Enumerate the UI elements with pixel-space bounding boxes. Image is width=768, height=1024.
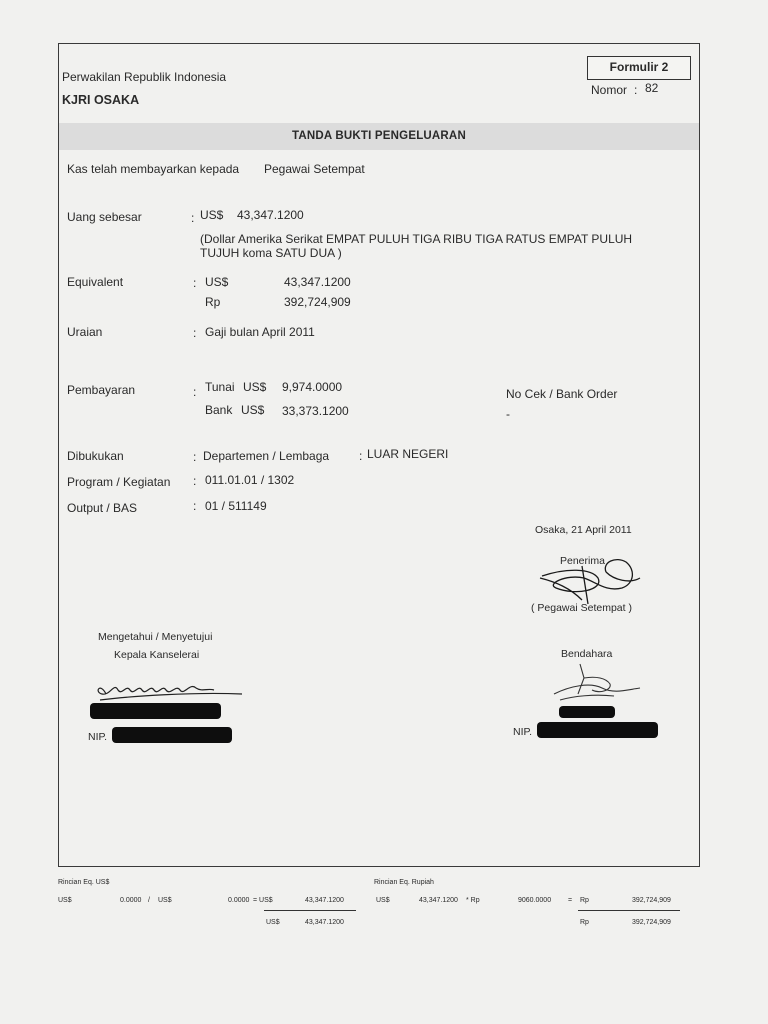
payment-bank-value: 33,373.1200 [282,404,349,418]
description-separator: : [193,326,197,340]
form-label: Formulir 2 [587,56,691,80]
treasurer-nip-label: NIP. [513,726,533,738]
cheque-value: - [506,407,510,421]
footer-idr-rate: 9060.0000 [518,897,552,904]
program-value: 011.01.01 / 1302 [205,473,295,487]
department-separator: : [359,449,363,463]
equivalent-idr-currency: Rp [205,295,221,309]
treasurer-nip-redaction [537,722,658,738]
payment-label: Pembayaran [67,383,136,397]
recipient-signature [536,548,651,608]
approver-nip-label: NIP. [88,731,108,743]
equivalent-label: Equivalent [67,275,124,289]
amount-value: 43,347.1200 [237,208,304,222]
signing-date: Osaka, 21 April 2011 [535,524,632,536]
approver-name-redaction [90,703,221,719]
footer-idr-sum-rule [578,910,680,911]
footer-idr-operator-2: = [568,897,573,904]
department-label: Departemen / Lembaga [203,449,330,463]
footer-idr-title: Rincian Eq. Rupiah [374,879,434,886]
booking-label: Dibukukan [67,449,124,463]
footer-usd-value-1: 0.0000 [120,897,142,904]
office-name: KJRI OSAKA [62,93,140,107]
department-value: LUAR NEGERI [367,447,449,461]
equivalent-separator: : [193,276,197,290]
footer-usd-total: 43,347.1200 [305,919,344,926]
recipient-role: Penerima [560,555,605,567]
cheque-label: No Cek / Bank Order [506,387,618,401]
footer-idr-result: 392,724,909 [632,897,671,904]
amount-separator: : [191,211,195,225]
amount-words-line2: TUJUH koma SATU DUA ) [200,246,342,260]
treasurer-name-redaction [559,706,615,718]
payment-cash-label: Tunai [205,380,235,394]
approval-line1: Mengetahui / Menyetujui [98,631,213,643]
amount-label: Uang sebesar [67,210,142,224]
approver-nip-redaction [112,727,232,743]
payment-separator: : [193,385,197,399]
footer-idr-total-currency: Rp [580,919,589,926]
footer-idr-total: 392,724,909 [632,919,671,926]
amount-words-line1: (Dollar Amerika Serikat EMPAT PULUH TIGA RIBU TIGA RATUS EMPAT PULUH [200,232,633,246]
recipient-name: ( Pegawai Setempat ) [531,602,632,614]
number-label: Nomor [591,83,628,97]
program-label: Program / Kegiatan [67,475,171,489]
paid-to-label: Kas telah membayarkan kepada [67,162,240,176]
footer-idr-value-1: 43,347.1200 [419,897,458,904]
treasurer-role: Bendahara [561,648,613,660]
footer-usd-total-currency: US$ [266,919,280,926]
payment-bank-currency: US$ [241,403,265,417]
footer-usd-currency-1: US$ [58,897,72,904]
program-separator: : [193,474,197,488]
paid-to-value: Pegawai Setempat [264,162,365,176]
description-value: Gaji bulan April 2011 [205,325,315,339]
output-label: Output / BAS [67,501,138,515]
equivalent-usd-currency: US$ [205,275,229,289]
footer-idr-currency-1: US$ [376,897,390,904]
output-separator: : [193,499,197,513]
footer-usd-operator-2: = US$ [253,897,273,904]
footer-usd-title: Rincian Eq. US$ [58,879,110,886]
number-value: 82 [645,81,659,95]
footer-usd-currency-2: US$ [158,897,172,904]
footer-idr-currency-2: Rp [580,897,589,904]
footer-usd-sum-rule [264,910,356,911]
office-line: Perwakilan Republik Indonesia [62,70,227,84]
amount-currency: US$ [200,208,224,222]
footer-usd-operator-1: / [148,897,150,904]
footer-usd-result: 43,347.1200 [305,897,344,904]
payment-cash-currency: US$ [243,380,267,394]
footer-idr-operator-1: * Rp [466,897,480,904]
description-label: Uraian [67,325,103,339]
footer-usd-value-2: 0.0000 [228,897,250,904]
equivalent-usd-value: 43,347.1200 [284,275,351,289]
document-title: TANDA BUKTI PENGELUARAN [292,130,466,142]
booking-separator: : [193,450,197,464]
equivalent-idr-value: 392,724,909 [284,295,351,309]
payment-bank-label: Bank [205,403,233,417]
approval-line2: Kepala Kanselerai [114,649,200,661]
treasurer-signature [540,660,650,710]
number-separator: : [634,83,638,97]
output-value: 01 / 511149 [205,499,267,513]
payment-cash-value: 9,974.0000 [282,380,343,394]
title-band [59,123,699,150]
